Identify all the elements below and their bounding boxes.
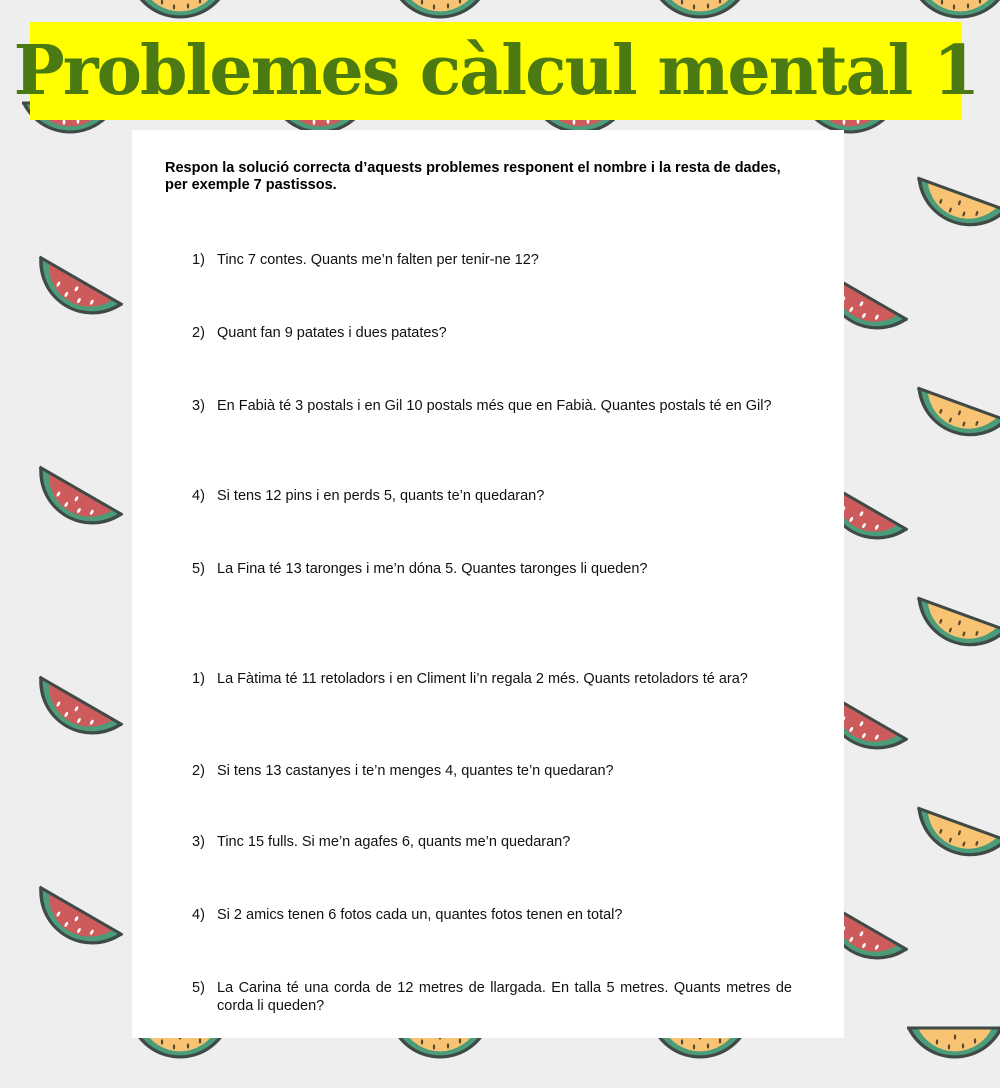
problem-number: 4) [192, 907, 205, 923]
problem-set2-5 [192, 979, 792, 1015]
problem-number: 1) [192, 252, 205, 268]
problem-set2-4 [192, 906, 792, 924]
problem-set2-2 [192, 762, 792, 780]
problem-set2-3 [192, 833, 792, 851]
problem-set1-2 [192, 324, 792, 342]
problem-number: 5) [192, 561, 205, 577]
problem-number: 2) [192, 763, 205, 779]
problem-text: En Fabià té 3 postals i en Gil 10 postals més que en Fabià. Quantes postals té en Gil? [217, 398, 772, 414]
problem-text: Tinc 15 fulls. Si me’n agafes 6, quants me’n quedaran? [217, 834, 571, 850]
problem-set1-3 [192, 397, 792, 415]
problem-set2-1 [192, 670, 792, 688]
problem-text: Si tens 13 castanyes i te’n menges 4, quantes te’n quedaran? [217, 763, 614, 779]
problem-text: La Fina té 13 taronges i me’n dóna 5. Quantes taronges li queden? [217, 561, 648, 577]
problem-text: Tinc 7 contes. Quants me’n falten per tenir-ne 12? [217, 252, 539, 268]
problem-number: 1) [192, 671, 205, 687]
instructions: Respon la solució correcta d’aquests problemes responent el nombre i la resta de dades, per exemple 7 pastissos. [165, 160, 781, 193]
problem-text: La Carina té una corda de 12 metres de llargada. En talla 5 metres. Quants metres de corda li queden? [217, 980, 792, 1014]
problem-number: 2) [192, 325, 205, 341]
problem-set1-1 [192, 251, 792, 269]
problem-text: La Fàtima té 11 retoladors i en Climent li’n regala 2 més. Quants retoladors té ara? [217, 671, 748, 687]
problem-number: 3) [192, 398, 205, 414]
problem-text: Si tens 12 pins i en perds 5, quants te’n quedaran? [217, 488, 545, 504]
title-banner [13, 22, 979, 120]
problem-text: Quant fan 9 patates i dues patates? [217, 325, 447, 341]
problem-set1-4 [192, 487, 792, 505]
problem-number: 5) [192, 980, 205, 996]
problem-text: Si 2 amics tenen 6 fotos cada un, quantes fotos tenen en total? [217, 907, 623, 923]
problem-number: 3) [192, 834, 205, 850]
problem-set1-5 [192, 560, 792, 578]
problem-number: 4) [192, 488, 205, 504]
worksheet [132, 130, 844, 1038]
page-title: Problemes càlcul mental 1 [13, 31, 979, 111]
